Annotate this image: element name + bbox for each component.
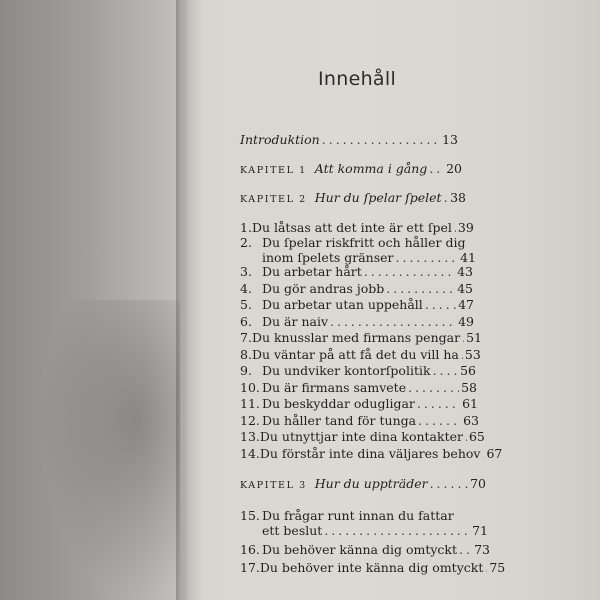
toc-intro-title: Introduktion [240,132,320,147]
item-title: Du knusslar med firmans pengar [251,330,461,345]
toc-item [240,220,472,235]
chapter-label: KAPITEL 1 [240,165,307,176]
item-number: 12. [240,413,260,428]
toc-page-number: 70 [470,476,486,491]
chapter-title: Hur du ſpelar ſpelet [314,190,442,205]
toc-item [240,560,506,575]
item-title: Du utnyttjar inte dina kontakter [259,429,463,444]
toc-page-number: 51 [466,330,482,345]
toc-leader [362,264,455,279]
toc-leader [320,132,440,147]
item-title-cont: ett beslut [262,523,323,538]
item-number: 15. [240,508,260,523]
toc-page-number: 41 [460,250,476,265]
chapter-label: KAPITEL 2 [240,194,307,205]
item-title-cont: inom ſpelets gränser [262,250,394,265]
toc-page-number: 45 [457,281,473,296]
toc-chapter [240,476,486,491]
item-title: Du väntar på att få det du vill ha [251,347,459,362]
page-title: Innehåll [318,68,397,90]
toc-page-number: 38 [450,190,466,205]
toc-page-number: 43 [457,264,473,279]
toc-intro [240,132,458,147]
item-title: Du beskyddar odugligar [262,396,415,411]
toc-page-number: 61 [462,396,478,411]
item-title: Du håller tand för tunga [262,413,417,428]
item-title: Du undviker kontorſpolitik [262,363,431,378]
item-number: 2. [240,235,252,250]
toc-page-number: 20 [446,161,462,176]
toc-page-number: 75 [489,560,506,575]
item-title: Du arbetar hårt [262,264,362,279]
item-title: Du behöver inte känna dig omtyckt [259,560,484,575]
item-number: 6. [240,314,252,329]
toc-page-number: 63 [463,413,479,428]
item-title: Du behöver känna dig omtyckt [262,542,458,557]
item-title: Du ſpelar riskfritt och håller dig [262,235,466,250]
item-number: 7. [240,330,252,345]
item-title: Du gör andras jobb [262,281,385,296]
toc-page-number: 39 [457,220,474,235]
item-number: 1. [240,220,252,235]
toc-leader [406,380,459,395]
toc-item [240,396,478,411]
toc-leader [423,297,456,312]
toc-leader [328,314,456,329]
item-title: Du är naiv [262,314,329,329]
item-number: 14. [240,446,260,461]
toc-item [240,380,477,395]
chapter-title: Hur du uppträder [314,476,428,491]
toc-page-number: 49 [458,314,474,329]
item-number: 8. [240,347,252,362]
item-title: Du arbetar utan uppehåll [262,297,423,312]
toc-item [240,235,476,265]
item-number: 3. [240,264,252,279]
item-title: Du förstår inte dina väljares behov [259,446,481,461]
toc-leader [457,542,472,557]
toc-leader [431,363,459,378]
toc-leader [415,396,460,411]
toc-page-number: 71 [472,523,488,538]
toc-page-number: 56 [460,363,476,378]
toc-leader [427,161,444,176]
toc-item [240,281,473,296]
toc-item [240,363,476,378]
toc-item [240,413,479,428]
item-number: 16. [240,542,260,557]
book-gutter [176,0,190,600]
toc-item [240,264,473,279]
toc-item [240,429,485,444]
item-number: 17. [240,560,260,575]
item-number: 11. [240,396,260,411]
toc-item [240,542,490,557]
toc-page-number: 58 [461,380,477,395]
toc-page-number: 67 [486,446,503,461]
toc-page-number: 13 [442,132,458,147]
item-number: 13. [240,429,260,444]
toc-item [240,446,503,461]
item-number: 5. [240,297,252,312]
toc-leader [416,413,461,428]
toc-page-number: 73 [474,542,490,557]
toc-item [240,314,474,329]
toc-item [240,297,474,312]
item-number: 4. [240,281,252,296]
item-number: 9. [240,363,252,378]
toc-leader [428,476,469,491]
toc-item [240,508,488,538]
toc-item [240,347,481,362]
left-page-shadow [40,300,180,600]
toc-leader [394,250,459,265]
toc-chapter [240,190,466,205]
item-title: Du låtsas att det inte är ett ſpel [251,220,452,235]
toc-page-number: 65 [468,429,485,444]
toc-page-number: 53 [464,347,481,362]
item-title: Du är firmans samvete [262,380,407,395]
toc-page-number: 47 [458,297,474,312]
item-number: 10. [240,380,260,395]
chapter-title: Att komma i gång [314,161,428,176]
toc-leader [384,281,455,296]
item-title: Du frågar runt innan du fattar [262,508,454,523]
toc-leader [322,523,470,538]
toc-chapter [240,161,462,176]
toc-item [240,330,482,345]
chapter-label: KAPITEL 3 [240,480,307,491]
